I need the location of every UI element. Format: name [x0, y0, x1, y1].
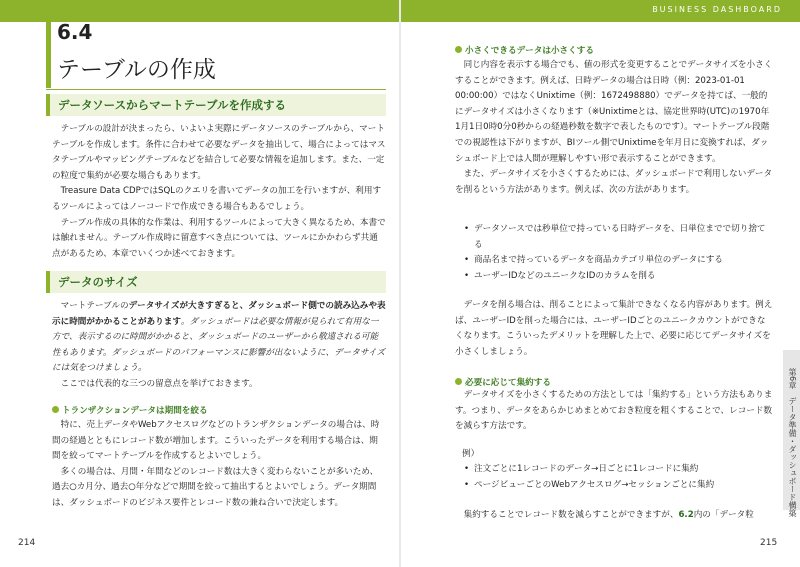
heading-data-size-text: データのサイズ	[58, 275, 138, 289]
subheading-transaction	[52, 404, 208, 416]
chapter-side-tab-text: 第6章 データ準備・ダッシュボード構築	[788, 368, 797, 518]
paragraph	[455, 508, 773, 524]
text-run: マートテーブルの	[60, 301, 129, 311]
body-paragraph-shrink	[455, 58, 773, 198]
text-run: 。ダッシュボードは必要な情報が見られて有用な一方で、表示するのに時間がかかると、ダッシュボードのユーザーから敬遠される可能性もあります。ダッシュボードのパフォーマンスに影響が出ないように、データサイズには気をつけましょう。	[52, 316, 385, 374]
heading-mart-table	[46, 94, 386, 116]
paragraph: 特に、売上データやWebアクセスログなどのトランザクションデータの場合は、時間の経過とともにレコード数が増加します。こういったデータを利用する場合は、期間を絞ってマートテーブルを作成するとよいでしょう。	[52, 420, 380, 462]
section-title: テーブルの作成	[57, 57, 216, 83]
page-gutter	[399, 0, 401, 567]
running-header: BUSINESS DASHBOARD	[652, 5, 782, 14]
list-item: • データソースでは秒単位で持っている日時データを、日単位までで切り捨てる	[462, 222, 773, 253]
paragraph: ここでは代表的な三つの留意点を挙げておきます。	[60, 378, 258, 389]
paragraph: 同じ内容を表示する場合でも、値の形式を変更することでデータサイズを小さくすることができます。例えば、日時データの場合は日時（例：2023-01-01 00:00:00）ではなくUnixtime（例：1672498880）でデータを持てば、一般的にデータサイズは小さくなります（※Unixtimeとは、協定世界時(UTC)の1970年1月1日0時0分0秒からの経過秒数を数字で表したものです）。マートテーブル段階での視認性は下がりますが、BIツール側でUnixtimeを年月日に変換すれば、ダッシュボード上では人間が理解しやすい形で表示することができます。	[455, 60, 773, 164]
bold-text: データサイズが大きすぎると、ダッシュボード側での読み込みや表示に時間がかかることがあります	[52, 301, 386, 327]
subheading-text: 必要に応じて集約する	[465, 378, 551, 388]
paragraph: データサイズを小さくするための方法としては「集約する」という方法もあります。つまり、データをあらかじめまとめておき粒度を粗くすることで、レコード数を減らす方法です。	[455, 390, 773, 432]
paragraph: Treasure Data CDPではSQLのクエリを書いてデータの加工を行いますが、利用するツールによってはノーコードで作成できる場合もあるでしょう。	[52, 186, 382, 212]
body-paragraph-data-size	[52, 299, 386, 393]
page-number-right: 215	[760, 538, 778, 548]
paragraph: テーブルの設計が決まったら、いよいよ実際にデータソースのテーブルから、マートテーブルを作成します。条件に合わせて必要なデータを抽出して、場合によってはマスタテーブルやマッピングテーブルなどを結合して必要な情報を追加します。また、一定の粒度で集約が必要な場合もあります。	[52, 124, 386, 181]
list-item: • 注文ごとに1レコードのデータ→日ごとに1レコードに集約	[462, 462, 773, 478]
example-label: 例）	[462, 449, 480, 459]
body-paragraph-intro	[52, 122, 386, 262]
paragraph: データを削る場合は、削ることによって集計できなくなる内容があります。例えば、ユーザーIDを削った場合には、ユーザーIDごとのユニークカウントができなくなります。こういったデメリットを理解した上で、必要に応じてデータサイズを小さくしましょう。	[455, 300, 773, 357]
list-item: • ユーザーIDなどのユニークなIDのカラムを削る	[462, 269, 773, 285]
list-item: • ページビューごとのWebアクセスログ→セッションごとに集約	[462, 478, 773, 494]
bullet-list-aggregate	[462, 462, 773, 493]
body-paragraph-continued	[455, 508, 773, 524]
bullet-dot-icon	[52, 406, 59, 413]
bullet-dot-icon	[455, 378, 462, 385]
bullet-dot-icon	[455, 46, 462, 53]
subheading-aggregate	[455, 376, 551, 388]
text-run: 内の「データ粒	[693, 510, 754, 520]
section-rule	[46, 89, 386, 90]
section-number: 6.4	[57, 20, 93, 44]
body-paragraph-aggregate	[455, 388, 773, 435]
paragraph	[52, 299, 386, 377]
text-run: 集約することでレコード数を減らすことができますが、	[463, 510, 679, 520]
paragraph: テーブル作成の具体的な作業は、利用するツールによって大きく異なるため、本書では触れません。テーブル作成時に留意すべき点については、ツールにかかわらず共通点があるため、本章でいくつか述べておきます。	[52, 217, 386, 259]
body-paragraph-tradeoff	[455, 298, 773, 360]
heading-mart-table-text: データソースからマートテーブルを作成する	[58, 98, 287, 112]
bullet-list-reduce	[462, 222, 773, 284]
list-item: • 商品名まで持っているデータを商品カテゴリ単位のデータにする	[462, 253, 773, 269]
page-number-left: 214	[18, 538, 36, 548]
section-reference: 6.2	[678, 510, 694, 520]
subheading-text: 小さくできるデータは小さくする	[465, 46, 594, 56]
paragraph: また、データサイズを小さくするためには、ダッシュボードで利用しないデータを削るという方法があります。例えば、次の方法があります。	[455, 169, 773, 195]
body-paragraph-transaction	[52, 418, 386, 512]
heading-data-size	[46, 271, 386, 293]
subheading-shrink	[455, 44, 594, 56]
subheading-text: トランザクションデータは期間を絞る	[62, 406, 208, 416]
section-accent-bar	[46, 22, 51, 88]
paragraph: 多くの場合は、月間・年間などのレコード数は大きく変わらないことが多いため、過去○カ月分、過去○年分などで期間を絞って抽出するとよいでしょう。データ期間は、ダッシュボードのビジネス要件とレコード数の兼ね合いで決定します。	[52, 466, 379, 508]
